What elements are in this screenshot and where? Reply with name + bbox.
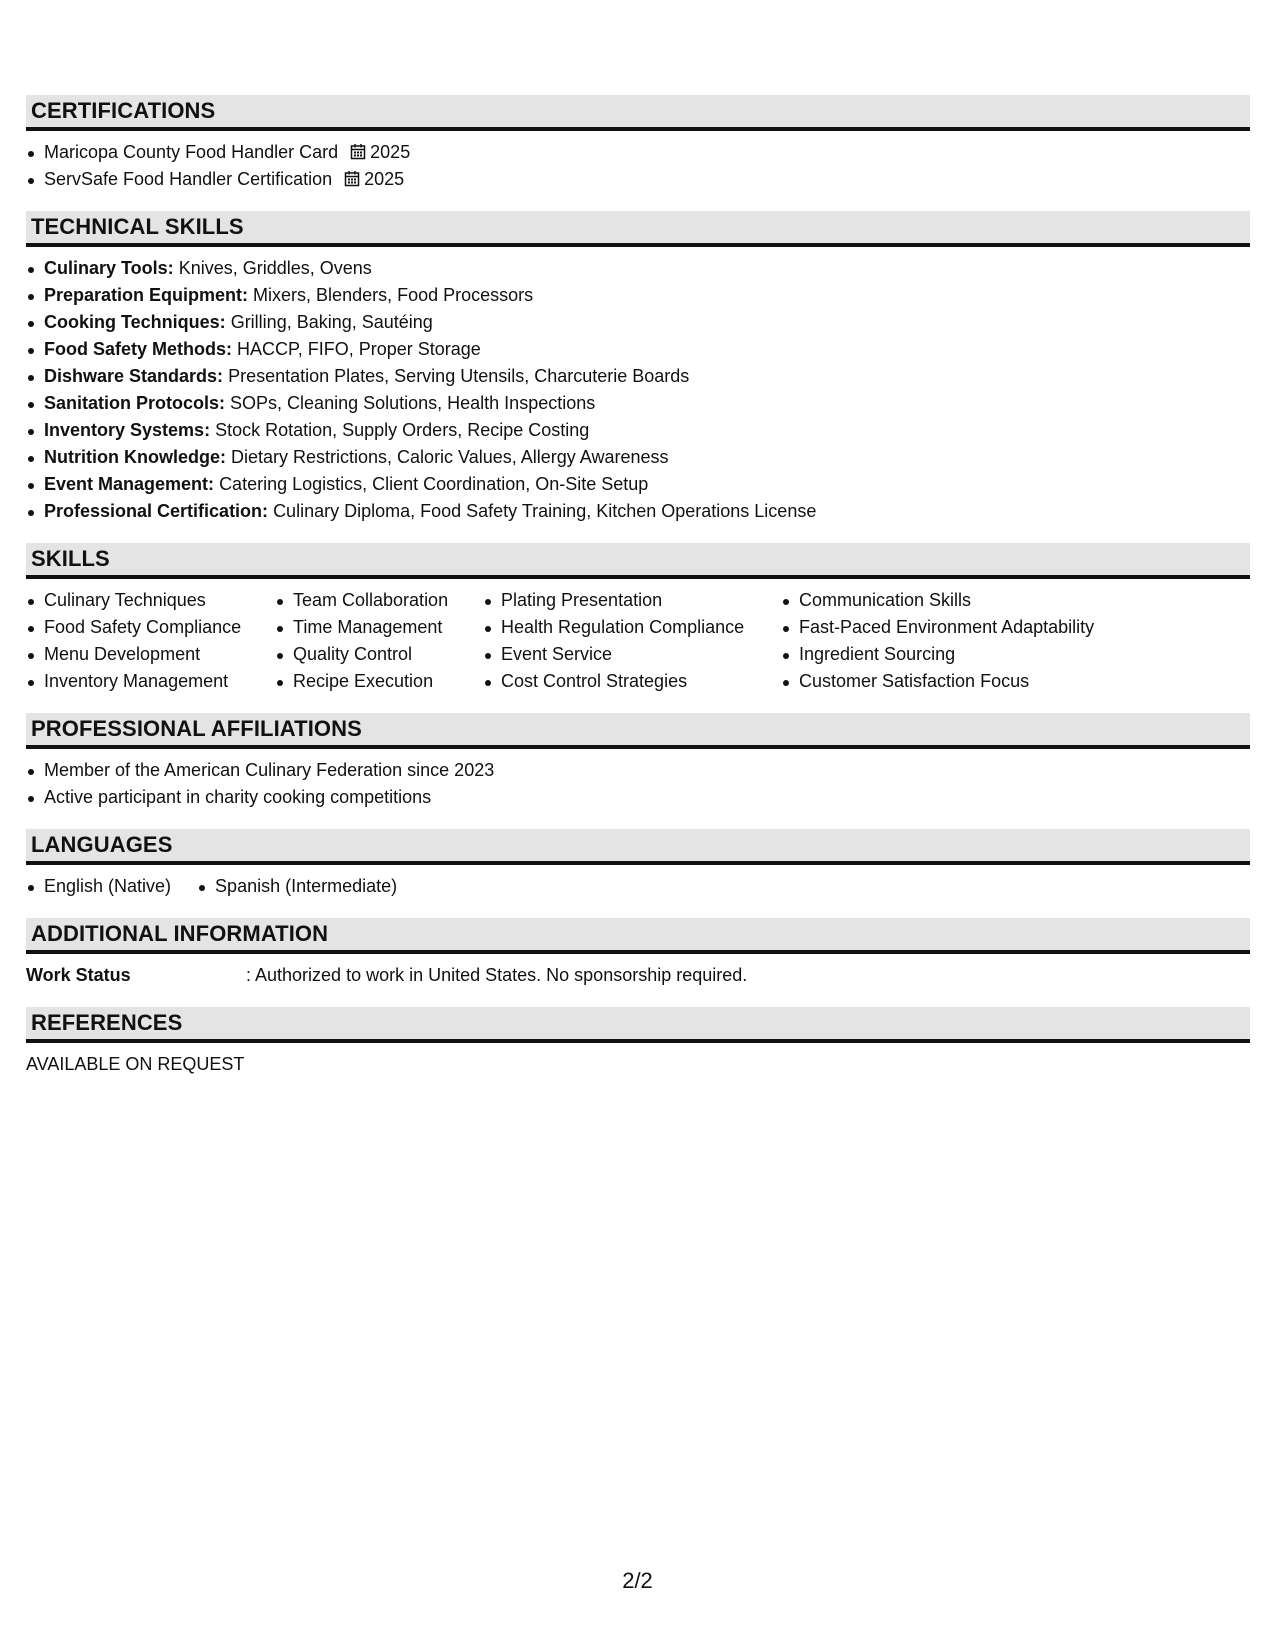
section-title: LANGUAGES xyxy=(31,832,173,857)
skill-value: Culinary Diploma, Food Safety Training, Kitchen Operations License xyxy=(273,501,817,521)
work-status-row xyxy=(26,962,1250,989)
list-item: Communication Skills xyxy=(781,587,1181,614)
languages-section xyxy=(26,829,1250,900)
list-item: Culinary Techniques xyxy=(26,587,275,614)
section-header xyxy=(26,95,1250,131)
skill-label: Inventory Systems: xyxy=(44,420,211,440)
section-title: TECHNICAL SKILLS xyxy=(31,214,244,239)
skills-column xyxy=(275,587,483,695)
list-item xyxy=(26,498,1250,525)
list-item xyxy=(26,363,1250,390)
list-item: Event Service xyxy=(483,641,781,668)
technical-skills-list xyxy=(26,255,1250,525)
certification-year: 2025 xyxy=(364,169,405,189)
skill-value: Knives, Griddles, Ovens xyxy=(178,258,372,278)
list-item: Food Safety Compliance xyxy=(26,614,275,641)
section-title: CERTIFICATIONS xyxy=(31,98,216,123)
certification-name: Maricopa County Food Handler Card xyxy=(44,142,339,162)
resume-page xyxy=(26,95,1250,1096)
skills-column xyxy=(26,587,275,695)
skill-value: Catering Logistics, Client Coordination, On-Site Setup xyxy=(219,474,649,494)
skill-label: Dishware Standards: xyxy=(44,366,224,386)
list-item: Member of the American Culinary Federation since 2023 xyxy=(26,757,1250,784)
list-item: Active participant in charity cooking competitions xyxy=(26,784,1250,811)
references-text: AVAILABLE ON REQUEST xyxy=(26,1054,245,1074)
list-item: Fast-Paced Environment Adaptability xyxy=(781,614,1181,641)
section-header xyxy=(26,713,1250,749)
section-header xyxy=(26,918,1250,954)
work-status-value: : Authorized to work in United States. No sponsorship required. xyxy=(246,965,748,985)
skill-label: Cooking Techniques: xyxy=(44,312,226,332)
list-item: Plating Presentation xyxy=(483,587,781,614)
list-item xyxy=(26,282,1250,309)
certifications-section xyxy=(26,95,1250,193)
list-item xyxy=(26,471,1250,498)
skill-label: Professional Certification: xyxy=(44,501,269,521)
list-item xyxy=(26,139,1250,166)
skills-column xyxy=(483,587,781,695)
section-header xyxy=(26,211,1250,247)
list-item: Customer Satisfaction Focus xyxy=(781,668,1181,695)
list-item: English (Native) xyxy=(26,873,171,900)
list-item xyxy=(26,444,1250,471)
certifications-list xyxy=(26,139,1250,193)
list-item: Spanish (Intermediate) xyxy=(197,873,397,900)
page-number: 2/2 xyxy=(622,1568,653,1593)
skill-label: Food Safety Methods: xyxy=(44,339,232,359)
skills-column xyxy=(781,587,1181,695)
skill-value: HACCP, FIFO, Proper Storage xyxy=(237,339,481,359)
list-item: Ingredient Sourcing xyxy=(781,641,1181,668)
skill-label: Nutrition Knowledge: xyxy=(44,447,226,467)
list-item: Cost Control Strategies xyxy=(483,668,781,695)
section-title: SKILLS xyxy=(31,546,110,571)
list-item: Health Regulation Compliance xyxy=(483,614,781,641)
list-item: Team Collaboration xyxy=(275,587,483,614)
technical-skills-section xyxy=(26,211,1250,525)
list-item: Recipe Execution xyxy=(275,668,483,695)
list-item: Menu Development xyxy=(26,641,275,668)
list-item xyxy=(26,166,1250,193)
skill-value: Stock Rotation, Supply Orders, Recipe Costing xyxy=(215,420,590,440)
list-item xyxy=(26,309,1250,336)
work-status-label: Work Status xyxy=(26,965,131,985)
list-item: Time Management xyxy=(275,614,483,641)
skill-label: Event Management: xyxy=(44,474,215,494)
certification-year: 2025 xyxy=(370,142,411,162)
skill-value: Grilling, Baking, Sautéing xyxy=(230,312,433,332)
skill-value: Dietary Restrictions, Caloric Values, Allergy Awareness xyxy=(231,447,669,467)
list-item: Inventory Management xyxy=(26,668,275,695)
list-item xyxy=(26,255,1250,282)
certification-name: ServSafe Food Handler Certification xyxy=(44,169,333,189)
section-title: PROFESSIONAL AFFILIATIONS xyxy=(31,716,362,741)
section-header xyxy=(26,829,1250,865)
calendar-icon xyxy=(344,168,360,195)
section-header xyxy=(26,1007,1250,1043)
skills-section xyxy=(26,543,1250,695)
languages-list xyxy=(26,873,1250,900)
section-header xyxy=(26,543,1250,579)
calendar-icon xyxy=(350,141,366,168)
skill-label: Sanitation Protocols: xyxy=(44,393,226,413)
list-item xyxy=(26,417,1250,444)
additional-info-section xyxy=(26,918,1250,989)
skill-value: Presentation Plates, Serving Utensils, Charcuterie Boards xyxy=(228,366,690,386)
references-section xyxy=(26,1007,1250,1078)
section-title: REFERENCES xyxy=(31,1010,183,1035)
list-item xyxy=(26,336,1250,363)
skills-grid xyxy=(26,587,1250,695)
skill-label: Culinary Tools: xyxy=(44,258,174,278)
list-item xyxy=(26,390,1250,417)
affiliations-section xyxy=(26,713,1250,811)
section-title: ADDITIONAL INFORMATION xyxy=(31,921,329,946)
skill-value: SOPs, Cleaning Solutions, Health Inspections xyxy=(230,393,596,413)
affiliations-list xyxy=(26,757,1250,811)
skill-label: Preparation Equipment: xyxy=(44,285,249,305)
list-item: Quality Control xyxy=(275,641,483,668)
skill-value: Mixers, Blenders, Food Processors xyxy=(253,285,534,305)
